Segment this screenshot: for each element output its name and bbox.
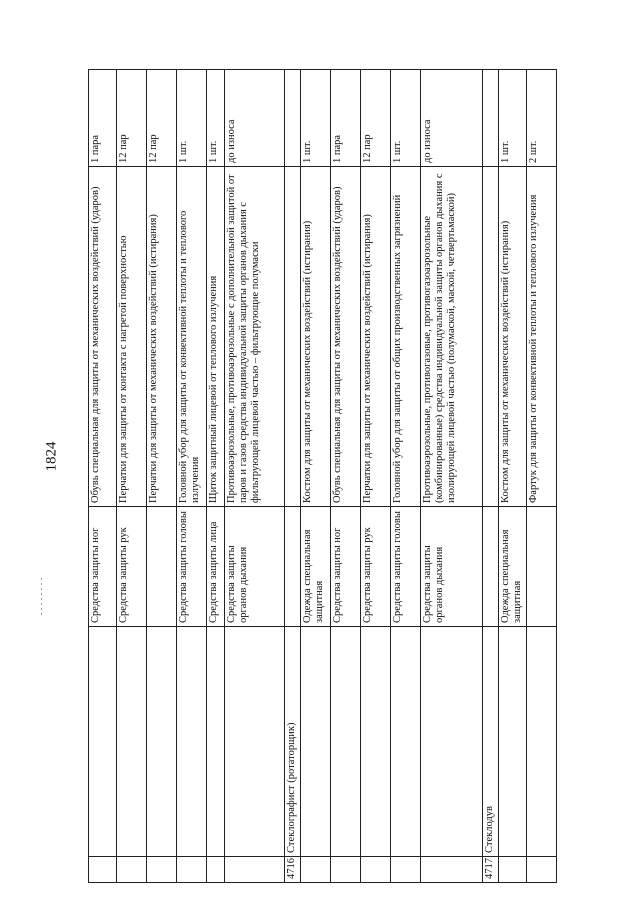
ppe-type-cell: Средства защиты рук: [117, 507, 147, 627]
quantity-cell: [285, 70, 301, 167]
quantity-cell: 1 шт.: [207, 70, 225, 167]
quantity-cell: 12 пар: [361, 70, 391, 167]
table-row: [225, 70, 285, 883]
table-row: [391, 70, 421, 883]
table-row: [527, 70, 557, 883]
ppe-type-cell: Средства защиты лица: [207, 507, 225, 627]
row-number-cell: [301, 857, 331, 883]
profession-cell: [89, 627, 117, 857]
row-number-cell: [117, 857, 147, 883]
ppe-type-cell: Средства защиты головы: [391, 507, 421, 627]
row-number-cell: [225, 857, 285, 883]
ppe-name-cell: Перчатки для защиты от механических воздействий (истирания): [147, 167, 177, 507]
ppe-name-cell: Щиток защитный лицевой от теплового излучения: [207, 167, 225, 507]
ppe-name-cell: Перчатки для защиты от контакта с нагретой поверхностью: [117, 167, 147, 507]
ppe-type-cell: Средства защиты органов дыхания: [225, 507, 285, 627]
quantity-cell: 12 пар: [147, 70, 177, 167]
ppe-type-cell: Средства защиты органов дыхания: [421, 507, 483, 627]
profession-cell: [147, 627, 177, 857]
profession-cell: [331, 627, 361, 857]
row-number-cell: 4717: [483, 857, 499, 883]
table-row: [331, 70, 361, 883]
table-row: [301, 70, 331, 883]
ppe-table-region: [88, 70, 539, 883]
profession-cell: [117, 627, 147, 857]
profession-cell: [177, 627, 207, 857]
quantity-cell: 1 шт.: [177, 70, 207, 167]
quantity-cell: 12 пар: [117, 70, 147, 167]
row-number-cell: [421, 857, 483, 883]
row-number-cell: [391, 857, 421, 883]
profession-cell: [499, 627, 527, 857]
quantity-cell: 1 пара: [89, 70, 117, 167]
quantity-cell: 1 шт.: [391, 70, 421, 167]
quantity-cell: 1 шт.: [499, 70, 527, 167]
ppe-type-cell: Средства защиты ног: [331, 507, 361, 627]
rotated-table-container: [88, 70, 539, 883]
ppe-name-cell: Противоаэрозольные, противоаэрозольные с дополнительной защитой от паров и газов средства индивидуальной защиты органов дыхания с фильтрующей лицевой частью – фильтрующие полумаски: [225, 167, 285, 507]
ppe-name-cell: Костюм для защиты от механических воздействий (истирания): [301, 167, 331, 507]
ppe-name-cell: Головной убор для защиты от общих производственных загрязнений: [391, 167, 421, 507]
table-row: [89, 70, 117, 883]
row-number-cell: [331, 857, 361, 883]
row-number-cell: [527, 857, 557, 883]
profession-cell: [301, 627, 331, 857]
table-row: [117, 70, 147, 883]
profession-cell: [225, 627, 285, 857]
profession-cell: [361, 627, 391, 857]
row-number-cell: [147, 857, 177, 883]
table-row: [361, 70, 391, 883]
ppe-type-cell: [285, 507, 301, 627]
ppe-type-cell: [483, 507, 499, 627]
profession-cell: [207, 627, 225, 857]
table-row: [207, 70, 225, 883]
table-row: [147, 70, 177, 883]
profession-cell: Стеклографист (ротаторщик): [285, 627, 301, 857]
profession-cell: [421, 627, 483, 857]
ppe-name-cell: [483, 167, 499, 507]
ppe-name-cell: Головной убор для защиты от конвективной теплоты и теплового излучения: [177, 167, 207, 507]
row-number-cell: 4716: [285, 857, 301, 883]
row-number-cell: [89, 857, 117, 883]
table-row: [285, 70, 301, 883]
ppe-type-cell: [147, 507, 177, 627]
row-number-cell: [177, 857, 207, 883]
ppe-name-cell: Фартук для защиты от конвективной теплоты и теплового излучения: [527, 167, 557, 507]
table-row: [483, 70, 499, 883]
ppe-name-cell: Обувь специальная для защиты от механических воздействий (ударов): [331, 167, 361, 507]
ppe-table-body: [89, 70, 557, 883]
table-row: [421, 70, 483, 883]
page-number: 1824: [43, 441, 60, 472]
quantity-cell: [483, 70, 499, 167]
ppe-name-cell: Перчатки для защиты от механических воздействий (истирания): [361, 167, 391, 507]
ppe-name-cell: Костюм для защиты от механических воздействий (истирания): [499, 167, 527, 507]
ppe-type-cell: Одежда специальная защитная: [499, 507, 527, 627]
ppe-type-cell: Средства защиты рук: [361, 507, 391, 627]
profession-cell: [527, 627, 557, 857]
profession-cell: [391, 627, 421, 857]
scan-mark: [41, 578, 42, 616]
table-row: [499, 70, 527, 883]
row-number-cell: [361, 857, 391, 883]
quantity-cell: до износа: [225, 70, 285, 167]
quantity-cell: 2 шт.: [527, 70, 557, 167]
ppe-type-cell: Средства защиты головы: [177, 507, 207, 627]
ppe-table: [88, 69, 557, 883]
profession-cell: Стеклодув: [483, 627, 499, 857]
ppe-type-cell: Средства защиты ног: [89, 507, 117, 627]
quantity-cell: 1 пара: [331, 70, 361, 167]
row-number-cell: [499, 857, 527, 883]
quantity-cell: 1 шт.: [301, 70, 331, 167]
row-number-cell: [207, 857, 225, 883]
quantity-cell: до износа: [421, 70, 483, 167]
ppe-name-cell: Противоаэрозольные, противогазовые, противогазоаэрозольные (комбинированные) средства индивидуальной защиты органов дыхания с изолирующей лицевой частью (полумаской, маской, четвертьмаской): [421, 167, 483, 507]
ppe-name-cell: Обувь специальная для защиты от механических воздействий (ударов): [89, 167, 117, 507]
ppe-type-cell: [527, 507, 557, 627]
ppe-name-cell: [285, 167, 301, 507]
ppe-type-cell: Одежда специальная защитная: [301, 507, 331, 627]
table-row: [177, 70, 207, 883]
